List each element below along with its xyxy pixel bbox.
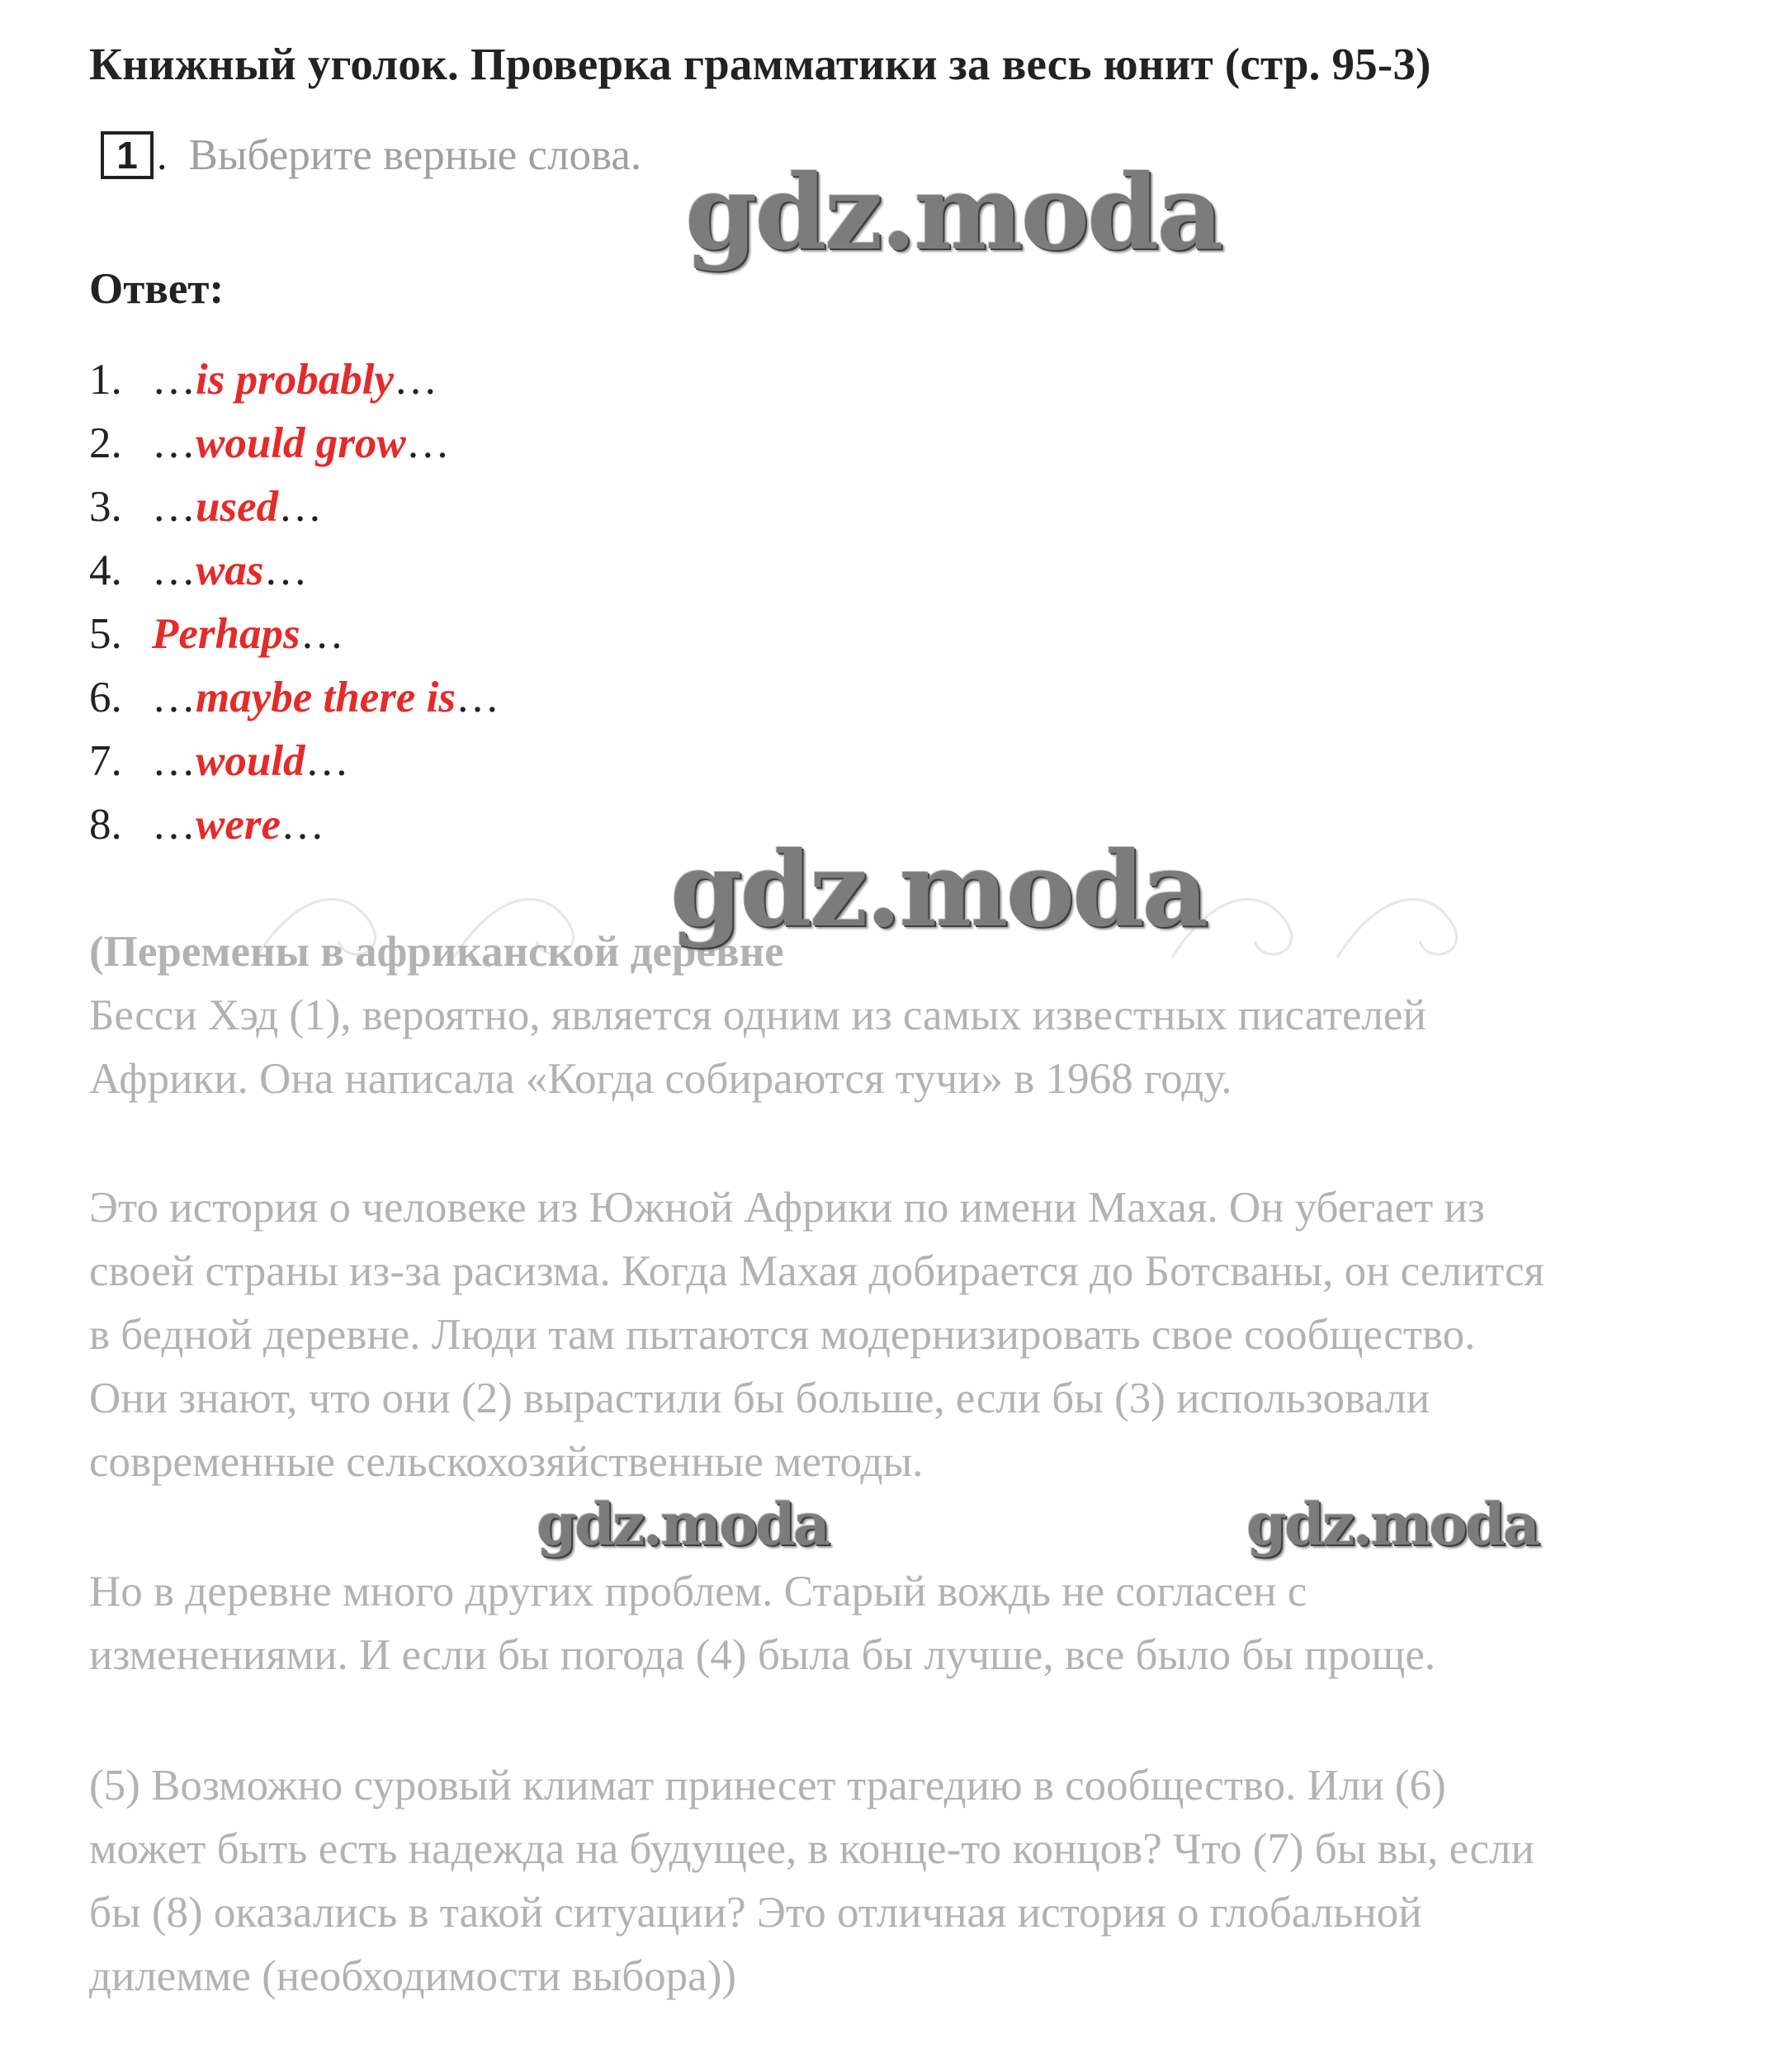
- translation-line: изменениями. И если бы погода (4) была бы лучше, все было бы проще.: [89, 1631, 1436, 1679]
- answer-ellipsis-pre: …: [152, 737, 196, 785]
- translation-line: бы (8) оказались в такой ситуации? Это отличная история о глобальной: [89, 1889, 1422, 1937]
- answer-word: maybe there is: [196, 674, 456, 721]
- translation-paragraph-2: [89, 1176, 1740, 1494]
- translation-line: в бедной деревне. Люди там пытаются модернизировать свое сообщество.: [89, 1311, 1476, 1359]
- answer-item: [89, 609, 499, 673]
- answer-ellipsis-pre: …: [152, 483, 196, 531]
- translation-paragraph-4: [89, 1754, 1740, 2008]
- answer-item: [89, 800, 499, 863]
- translation-line: (5) Возможно суровый климат принесет трагедию в сообщество. Или (6): [89, 1762, 1446, 1809]
- translation-line: своей страны из-за расизма. Когда Махая добирается до Ботсваны, он селится: [89, 1247, 1544, 1295]
- task-instruction: Выберите верные слова.: [188, 131, 642, 179]
- answer-ellipsis-pre: …: [152, 356, 196, 404]
- answer-list: [89, 355, 499, 863]
- answer-label: Ответ:: [89, 265, 225, 313]
- answer-ellipsis-post: …: [305, 737, 349, 785]
- watermark: gdz.moda: [685, 153, 1222, 273]
- answer-ellipsis-post: …: [393, 356, 437, 404]
- answer-number: 8.: [89, 801, 122, 849]
- translation-paragraph-3: [89, 1560, 1740, 1687]
- translation-line: Африки. Она написала «Когда собираются тучи» в 1968 году.: [89, 1055, 1232, 1103]
- watermark: gdz.moda: [1246, 1490, 1539, 1559]
- answer-word: was: [196, 546, 264, 594]
- translation-line: Но в деревне много других проблем. Старый вождь не согласен с: [89, 1568, 1307, 1615]
- answer-item: [89, 355, 499, 419]
- translation-line: современные сельскохозяйственные методы.: [89, 1438, 924, 1486]
- answer-number: 6.: [89, 674, 122, 721]
- translation-line: Они знают, что они (2) вырастили бы больше, если бы (3) использовали: [89, 1374, 1430, 1422]
- answer-word: would grow: [196, 419, 406, 467]
- answer-number: 5.: [89, 610, 122, 658]
- answer-word: would: [196, 737, 305, 785]
- translation-line: Бесси Хэд (1), вероятно, является одним из самых известных писателей: [89, 991, 1426, 1039]
- translation-title: (Перемены в африканской деревне: [89, 928, 784, 976]
- translation-line: Это история о человеке из Южной Африки по имени Махая. Он убегает из: [89, 1184, 1485, 1232]
- answer-item: [89, 482, 499, 546]
- watermark: gdz.moda: [670, 830, 1207, 950]
- answer-item: [89, 546, 499, 609]
- answer-ellipsis-post: …: [300, 610, 344, 658]
- answer-item: [89, 673, 499, 736]
- watermark: gdz.moda: [537, 1490, 829, 1559]
- answer-word: used: [196, 483, 279, 531]
- answer-ellipsis-post: …: [281, 801, 325, 849]
- answer-number: 4.: [89, 546, 122, 594]
- answer-ellipsis-pre: …: [152, 546, 196, 594]
- answer-ellipsis-pre: …: [152, 801, 196, 849]
- answer-number: 1.: [89, 356, 122, 404]
- task-number-box: 1: [101, 131, 154, 179]
- answer-ellipsis-post: …: [405, 419, 450, 467]
- answer-ellipsis-post: …: [263, 546, 308, 594]
- answer-item: [89, 736, 499, 800]
- page-title: Книжный уголок. Проверка грамматики за весь юнит (стр. 95-3): [89, 39, 1431, 89]
- answer-ellipsis-post: …: [456, 674, 499, 721]
- answer-word: were: [196, 801, 281, 849]
- answer-word: Perhaps: [152, 610, 300, 658]
- answer-number: 3.: [89, 483, 122, 531]
- answer-ellipsis-pre: …: [152, 674, 196, 721]
- translation-line: дилемме (необходимости выбора)): [89, 1952, 737, 2000]
- answer-ellipsis-pre: …: [152, 419, 196, 467]
- answer-ellipsis-post: …: [278, 483, 323, 531]
- task-number-dot: .: [157, 132, 168, 178]
- answer-number: 2.: [89, 419, 122, 467]
- answer-item: [89, 419, 499, 482]
- answer-number: 7.: [89, 737, 122, 785]
- task-header: [101, 130, 641, 180]
- answer-word: is probably: [196, 356, 394, 404]
- translation-line: может быть есть надежда на будущее, в конце-то концов? Что (7) бы вы, если: [89, 1825, 1534, 1873]
